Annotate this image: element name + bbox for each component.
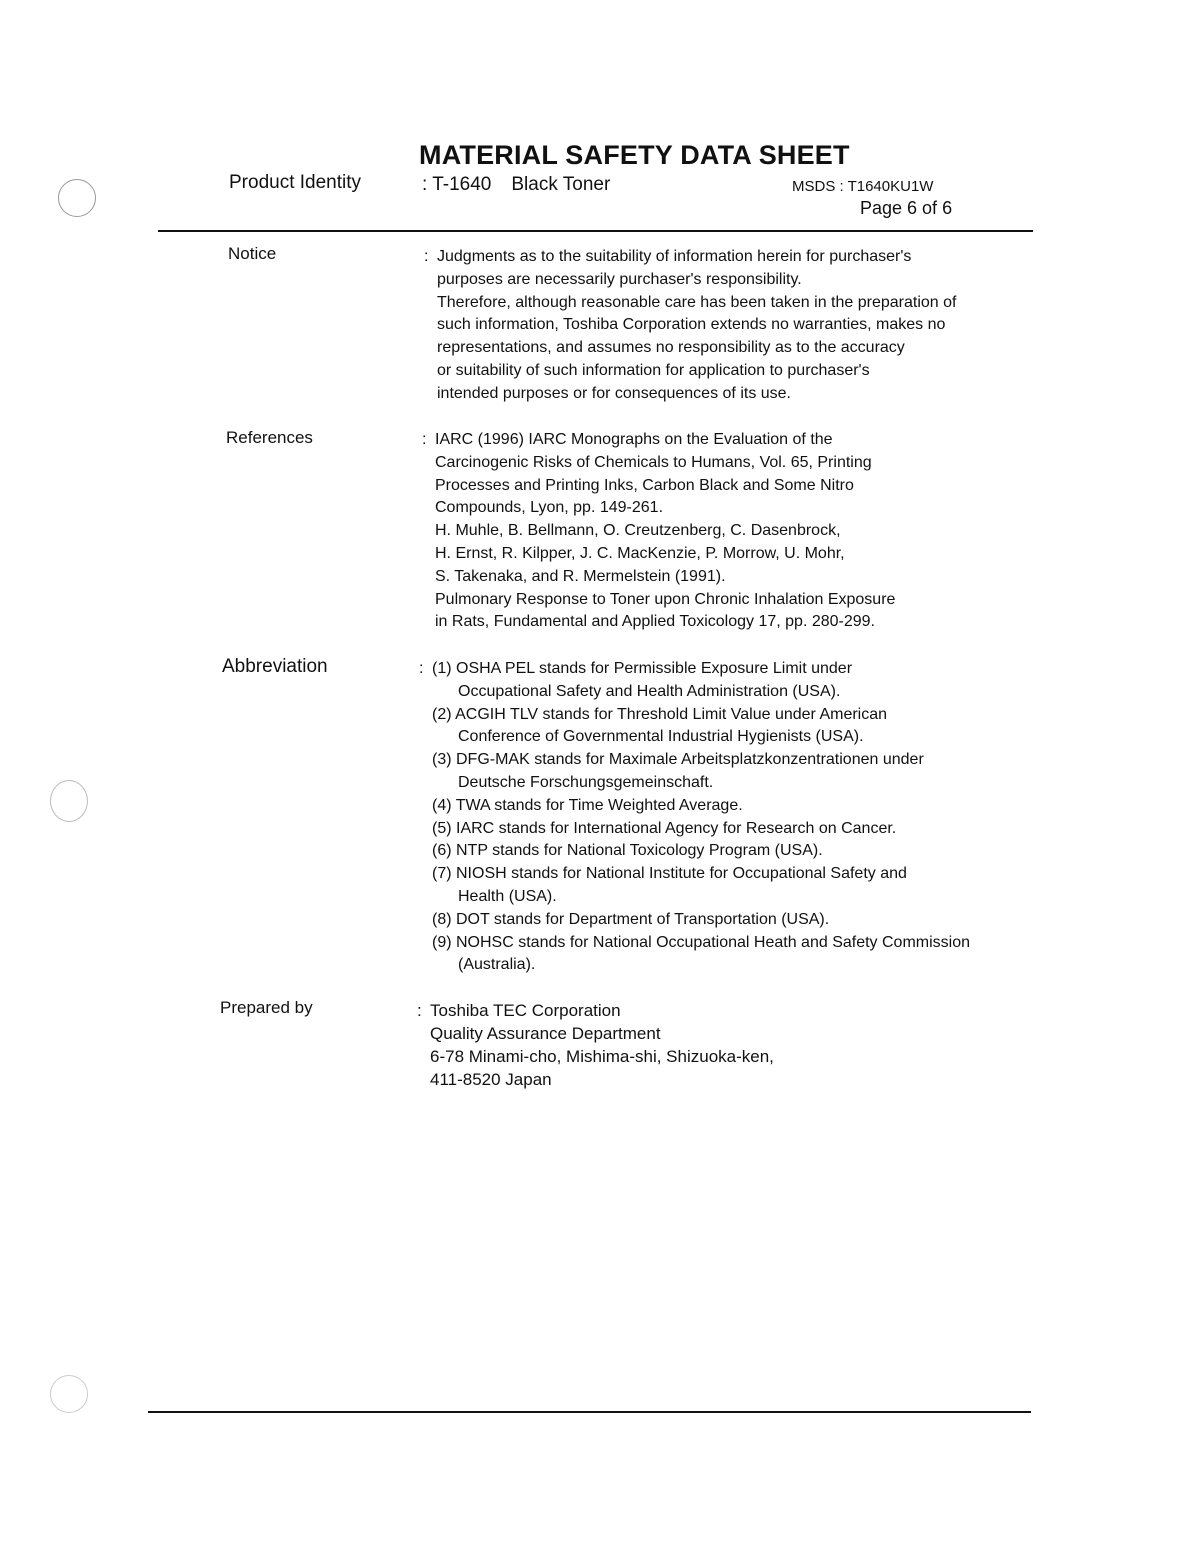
prepared-by-body [417, 999, 774, 1091]
references-line: Carcinogenic Risks of Chemicals to Humans, Vol. 65, Printing [435, 453, 872, 471]
product-code: : T-1640 [422, 174, 492, 195]
header-divider [158, 230, 1033, 232]
document-title: MATERIAL SAFETY DATA SHEET [419, 140, 850, 170]
references-line: Compounds, Lyon, pp. 149-261. [435, 499, 664, 517]
punch-hole-bottom [50, 1375, 88, 1413]
abbreviation-item-continued: Conference of Governmental Industrial Hygienists (USA). [458, 728, 864, 746]
abbreviation-item: (4) TWA stands for Time Weighted Average. [432, 796, 743, 814]
references-colon: : [422, 431, 427, 448]
abbreviation-item: (9) NOHSC stands for National Occupational Heath and Safety Commission [432, 933, 971, 951]
notice-line: or suitability of such information for application to purchaser's [437, 361, 870, 379]
prepared-by-line: Toshiba TEC Corporation [430, 1001, 621, 1020]
notice-label: Notice [228, 244, 277, 263]
abbreviation-item-continued: Deutsche Forschungsgemeinschaft. [458, 773, 714, 791]
abbreviation-body [419, 658, 971, 977]
abbreviation-item-continued: (Australia). [458, 956, 536, 974]
references-body [422, 429, 896, 634]
notice-line: Therefore, although reasonable care has been taken in the preparation of [437, 293, 957, 311]
abbreviation-item: (3) DFG-MAK stands for Maximale Arbeitsplatzkonzentrationen under [432, 751, 924, 769]
references-line: Pulmonary Response to Toner upon Chronic Inhalation Exposure [435, 590, 896, 608]
abbreviation-item: (8) DOT stands for Department of Transportation (USA). [432, 910, 830, 928]
product-identity-label: Product Identity [229, 172, 362, 193]
abbreviation-item: (1) OSHA PEL stands for Permissible Exposure Limit under [432, 660, 853, 677]
notice-line: Judgments as to the suitability of information herein for purchaser's [437, 248, 912, 265]
abbreviation-item: (2) ACGIH TLV stands for Threshold Limit Value under American [432, 705, 888, 723]
notice-colon: : [424, 248, 429, 265]
references-line: S. Takenaka, and R. Mermelstein (1991). [435, 567, 726, 585]
msds-number: MSDS : T1640KU1W [792, 178, 934, 195]
product-name: Black Toner [511, 174, 611, 195]
punch-hole-middle [50, 780, 88, 822]
abbreviation-item: (5) IARC stands for International Agency for Research on Cancer. [432, 819, 897, 837]
abbreviation-item-continued: Health (USA). [458, 887, 557, 905]
references-line: IARC (1996) IARC Monographs on the Evaluation of the [435, 431, 833, 448]
notice-line: intended purposes or for consequences of its use. [437, 384, 791, 402]
references-label: References [226, 428, 313, 447]
page-number: Page 6 of 6 [860, 198, 953, 218]
abbreviation-item: (6) NTP stands for National Toxicology Program (USA). [432, 842, 823, 860]
footer-divider [148, 1411, 1031, 1413]
prepared-by-line: 6-78 Minami-cho, Mishima-shi, Shizuoka-ken, [430, 1047, 774, 1066]
notice-body [424, 246, 957, 406]
notice-line: purposes are necessarily purchaser's responsibility. [437, 270, 802, 288]
abbreviation-colon: : [419, 660, 424, 677]
prepared-by-line: Quality Assurance Department [430, 1024, 661, 1043]
prepared-by-label: Prepared by [220, 998, 313, 1017]
notice-line: such information, Toshiba Corporation extends no warranties, makes no [437, 316, 946, 334]
references-line: Processes and Printing Inks, Carbon Black and Some Nitro [435, 476, 854, 494]
references-line: H. Ernst, R. Kilpper, J. C. MacKenzie, P. Morrow, U. Mohr, [435, 544, 845, 562]
notice-line: representations, and assumes no responsibility as to the accuracy [437, 339, 905, 357]
references-line: in Rats, Fundamental and Applied Toxicology 17, pp. 280-299. [435, 613, 875, 631]
references-line: H. Muhle, B. Bellmann, O. Creutzenberg, C. Dasenbrock, [435, 522, 841, 540]
abbreviation-item-continued: Occupational Safety and Health Administration (USA). [458, 682, 841, 700]
abbreviation-label: Abbreviation [222, 656, 328, 677]
punch-hole-top [58, 179, 96, 217]
prepared-by-line: 411-8520 Japan [430, 1070, 552, 1089]
product-identity-value [422, 174, 610, 196]
abbreviation-item: (7) NIOSH stands for National Institute for Occupational Safety and [432, 865, 907, 883]
prepared-by-colon: : [417, 1001, 422, 1020]
